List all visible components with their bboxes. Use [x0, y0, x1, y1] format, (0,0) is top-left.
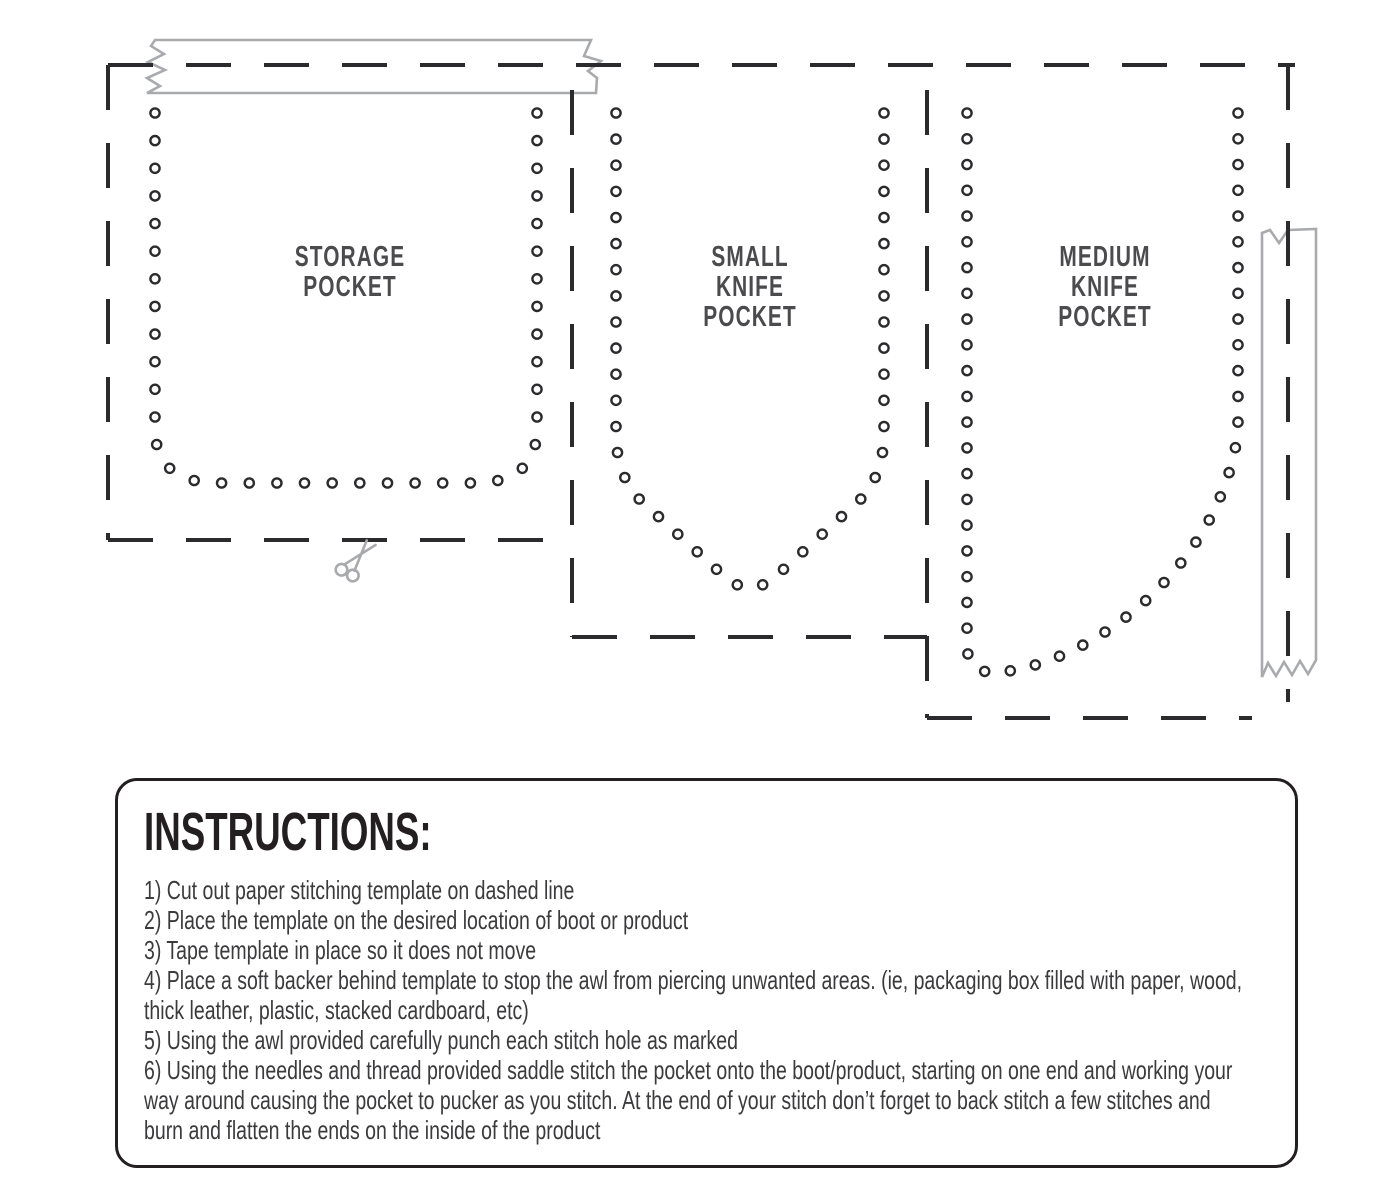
stitch-hole	[1216, 492, 1225, 501]
stitch-hole	[383, 478, 392, 487]
stitch-hole	[518, 464, 527, 473]
stitch-hole	[217, 478, 226, 487]
stitch-hole	[962, 546, 971, 555]
stitch-hole	[1100, 627, 1109, 636]
stitch-hole	[150, 274, 159, 283]
stitch-hole	[879, 187, 888, 196]
stitch-hole	[532, 108, 541, 117]
stitch-hole	[879, 422, 888, 431]
stitch-hole	[532, 247, 541, 256]
medium-knife-pocket-stitches	[962, 108, 1242, 676]
stitch-hole	[962, 521, 971, 530]
stitch-hole	[962, 160, 971, 169]
stitch-hole	[1191, 538, 1200, 547]
stitch-hole	[962, 211, 971, 220]
stitch-hole	[962, 624, 971, 633]
stitch-hole	[879, 344, 888, 353]
stitch-hole	[879, 108, 888, 117]
stitch-hole	[190, 476, 199, 485]
stitch-hole	[245, 478, 254, 487]
stitch-hole	[532, 219, 541, 228]
stitch-hole	[962, 418, 971, 427]
stitch-hole	[150, 219, 159, 228]
stitch-hole	[673, 530, 682, 539]
scissors-icon	[330, 538, 384, 585]
stitch-hole	[879, 213, 888, 222]
stitch-hole	[1225, 468, 1234, 477]
stitch-hole	[1233, 160, 1242, 169]
stitch-hole	[856, 494, 865, 503]
stitch-hole	[962, 366, 971, 375]
stitch-hole	[1159, 578, 1168, 587]
stitch-hole	[1176, 558, 1185, 567]
small-knife-pocket-label: SMALL KNIFE POCKET	[703, 241, 797, 333]
stitch-hole	[493, 476, 502, 485]
stitch-hole	[611, 370, 620, 379]
stitch-hole	[613, 448, 622, 457]
stitch-hole	[272, 478, 281, 487]
stitch-hole	[611, 396, 620, 405]
stitch-hole	[611, 344, 620, 353]
stitch-hole	[532, 164, 541, 173]
stitch-hole	[712, 565, 721, 574]
stitch-hole	[611, 213, 620, 222]
stitch-hole	[150, 357, 159, 366]
stitch-hole	[1233, 418, 1242, 427]
instruction-step: 2) Place the template on the desired location of boot or product	[144, 905, 689, 935]
stitch-hole	[355, 478, 364, 487]
stitch-hole	[980, 667, 989, 676]
stitch-hole	[962, 186, 971, 195]
stitch-hole	[611, 161, 620, 170]
stitch-hole	[1233, 289, 1242, 298]
stitch-hole	[962, 598, 971, 607]
stitch-hole	[532, 136, 541, 145]
stitch-hole	[611, 291, 620, 300]
stitch-hole	[532, 330, 541, 339]
stitch-hole	[779, 565, 788, 574]
stitch-hole	[1055, 652, 1064, 661]
stitch-hole	[654, 512, 663, 521]
stitch-hole	[611, 108, 620, 117]
stitch-hole	[1231, 443, 1240, 452]
stitch-hole	[532, 302, 541, 311]
stitch-hole	[532, 357, 541, 366]
stitch-hole	[611, 317, 620, 326]
stitch-hole	[693, 547, 702, 556]
stitch-hole	[150, 108, 159, 117]
stitch-hole	[962, 315, 971, 324]
stitch-hole	[879, 135, 888, 144]
stitch-hole	[879, 239, 888, 248]
stitch-hole	[879, 291, 888, 300]
stitch-hole	[1205, 515, 1214, 524]
stitch-hole	[532, 412, 541, 421]
stitch-hole	[1233, 392, 1242, 401]
scissors-part	[347, 541, 375, 571]
instruction-step: 5) Using the awl provided carefully punch each stitch hole as marked	[144, 1025, 738, 1055]
stitch-hole	[1233, 263, 1242, 272]
instructions-steps	[144, 875, 1273, 1145]
stitch-hole	[879, 396, 888, 405]
stitch-hole	[1233, 366, 1242, 375]
stitch-hole	[611, 239, 620, 248]
instruction-step: 3) Tape template in place so it does not move	[144, 935, 537, 965]
stitch-hole	[150, 136, 159, 145]
stitch-hole	[300, 478, 309, 487]
stitch-hole	[411, 478, 420, 487]
stitch-hole	[962, 134, 971, 143]
stitch-hole	[150, 412, 159, 421]
stitch-hole	[1233, 186, 1242, 195]
stitch-hole	[758, 580, 767, 589]
medium-knife-pocket-label: MEDIUM KNIFE POCKET	[1058, 241, 1152, 333]
stitch-hole	[438, 478, 447, 487]
stitch-hole	[962, 469, 971, 478]
stitch-hole	[620, 473, 629, 482]
stitch-hole	[532, 191, 541, 200]
stitch-hole	[879, 161, 888, 170]
instruction-step: 4) Place a soft backer behind template to stop the awl from piercing unwanted areas. (ie, packaging box filled with paper, wood, thick leather, plastic, stacked cardboard, etc)	[144, 965, 1243, 1025]
stitch-hole	[328, 478, 337, 487]
stitch-hole	[1233, 134, 1242, 143]
stitch-hole	[466, 478, 475, 487]
stitch-hole	[150, 191, 159, 200]
instruction-step: 6) Using the needles and thread provided saddle stitch the pocket onto the boot/product, starting on one end and working your way around causing the pocket to pucker as you stitch. At the end of your stitch don’t forget to back stitch a few stitches and burn and flatten the ends on the inside of the product	[144, 1055, 1233, 1145]
stitch-hole	[879, 370, 888, 379]
stitch-hole	[150, 302, 159, 311]
stitch-hole	[150, 164, 159, 173]
stitch-hole	[1078, 641, 1087, 650]
stitch-hole	[818, 530, 827, 539]
stitch-hole	[962, 392, 971, 401]
stitch-hole	[798, 547, 807, 556]
stitch-hole	[635, 494, 644, 503]
stitch-hole	[611, 265, 620, 274]
stitch-hole	[962, 237, 971, 246]
stitch-hole	[150, 247, 159, 256]
stitch-hole	[611, 187, 620, 196]
stitch-hole	[962, 495, 971, 504]
stitch-hole	[532, 385, 541, 394]
torn-paper-edge-right	[1262, 229, 1316, 677]
stitch-hole	[1233, 108, 1242, 117]
stitch-hole	[1006, 666, 1015, 675]
storage-pocket-label: STORAGE POCKET	[294, 241, 406, 303]
stitch-hole	[962, 263, 971, 272]
stitch-hole	[733, 580, 742, 589]
stitch-hole	[962, 572, 971, 581]
stitch-hole	[150, 385, 159, 394]
stitch-hole	[1233, 340, 1242, 349]
stitch-hole	[152, 440, 161, 449]
instruction-step: 1) Cut out paper stitching template on dashed line	[144, 875, 575, 905]
stitch-hole	[1031, 660, 1040, 669]
stitch-hole	[962, 108, 971, 117]
small-knife-pocket-stitches	[611, 108, 888, 589]
stitch-hole	[879, 265, 888, 274]
stitch-hole	[150, 330, 159, 339]
stitch-hole	[611, 135, 620, 144]
stitch-hole	[878, 448, 887, 457]
stitch-hole	[1233, 237, 1242, 246]
stitch-hole	[1233, 315, 1242, 324]
stitch-hole	[165, 464, 174, 473]
stitch-hole	[1141, 596, 1150, 605]
instructions-panel	[115, 778, 1298, 1168]
stitch-hole	[963, 649, 972, 658]
stitch-hole	[837, 512, 846, 521]
stitch-hole	[962, 443, 971, 452]
stitch-hole	[871, 473, 880, 482]
stitch-hole	[531, 440, 540, 449]
stitch-hole	[611, 422, 620, 431]
stitch-hole	[962, 340, 971, 349]
stitch-hole	[879, 317, 888, 326]
stitch-hole	[1121, 613, 1130, 622]
stitch-hole	[962, 289, 971, 298]
stitch-hole	[532, 274, 541, 283]
instructions-title: INSTRUCTIONS:	[144, 802, 432, 862]
stitch-hole	[1233, 211, 1242, 220]
